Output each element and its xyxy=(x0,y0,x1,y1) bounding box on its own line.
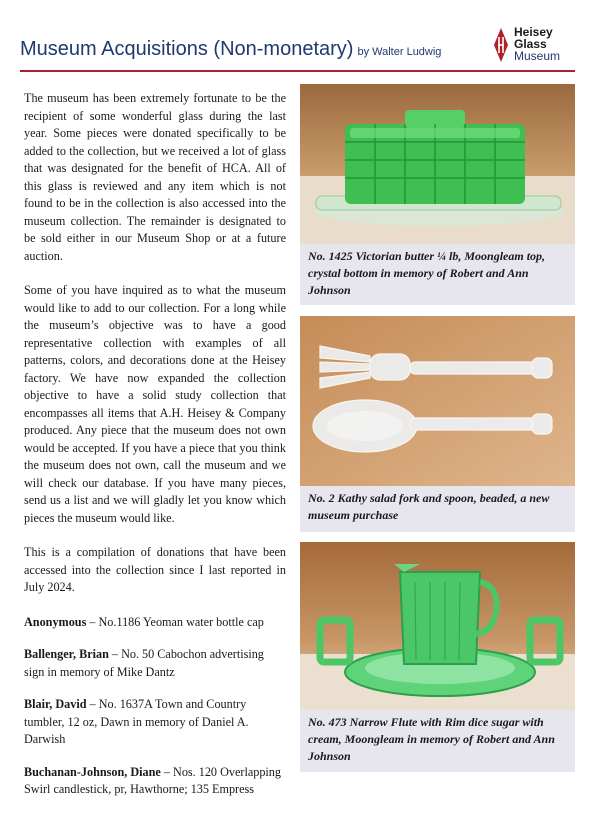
article-body xyxy=(24,90,286,814)
logo-line-3: Museum xyxy=(514,49,561,63)
logo-line-2: Glass xyxy=(514,37,547,51)
title-text: Museum Acquisitions (Non-monetary) xyxy=(20,38,354,60)
donor-item: – Nos. 120 Overlapping Swirl candlestick, pr, Hawthorne; 135 Empress xyxy=(24,764,281,796)
heisey-h-diamond-icon xyxy=(494,28,508,62)
donor-name: Buchanan-Johnson, Diane xyxy=(24,764,161,779)
paragraph-compilation: This is a compilation of donations that have been accessed into the collection since I last reported in July 2024. xyxy=(24,545,286,594)
photo-caption: No. 1425 Victorian butter ¼ lb, Moongleam top, crystal bottom in memory of Robert and Ann Johnson xyxy=(300,244,575,305)
byline: by Walter Ludwig xyxy=(357,46,442,58)
donor-entry xyxy=(24,646,286,681)
salad-set-photo xyxy=(300,316,575,486)
sugar-cream-photo xyxy=(300,542,575,710)
donor-entry xyxy=(24,696,286,749)
photo-caption: No. 2 Kathy salad fork and spoon, beaded, a new museum purchase xyxy=(300,486,575,532)
paragraph-objective: Some of you have inquired as to what the museum would like to add to our collection. For a long while the museum’s objective was to have a good representative collection with examples of all patterns, colors, and decorations done at the Heisey factory. We have now expanded the collection objective to have a solid study collection that encompasses all items that A.H. Heisey & Company produced. Any piece that the museum does not own would be accepted. If you have a piece that you think the museum does not own, call the museum and we will check our database. If you have many pieces, send us a list and we will gladly let you know which pieces the museum would like. xyxy=(24,283,286,525)
donor-item: – No. 50 Cabochon advertising sign in memory of Mike Dantz xyxy=(24,647,264,679)
header-divider xyxy=(20,70,575,72)
donor-name: Blair, David xyxy=(24,697,87,711)
page-title xyxy=(20,38,441,61)
donor-name: Ballenger, Brian xyxy=(24,647,109,661)
logo-line-1: Heisey xyxy=(514,25,553,39)
donor-entry xyxy=(24,764,286,799)
donor-name: Anonymous xyxy=(24,614,87,629)
paragraph-intro: The museum has been extremely fortunate to be the recipient of some wonderful glass during the last year. Some pieces were donated specifically to be added to the collection, but we received a lot of glass that was designated for the benefit of HCA. All of this glass is reviewed and any item which is not found to be in the collection is also accessed into the museum collection. The remainder is designated to be sold either in our Museum Shop or at a future auction. xyxy=(24,91,286,263)
photo-caption: No. 473 Narrow Flute with Rim dice sugar with cream, Moongleam in memory of Robert and Ann Johnson xyxy=(300,710,575,772)
butter-dish-photo xyxy=(300,84,575,244)
logo-text xyxy=(514,26,560,62)
donor-item: – No. 1637A Town and Country tumbler, 12 oz, Dawn in memory of Daniel A. Darwish xyxy=(24,697,249,746)
donor-entry xyxy=(24,614,286,632)
museum-logo xyxy=(494,26,574,66)
donor-item: – No.1186 Yeoman water bottle cap xyxy=(86,614,264,629)
